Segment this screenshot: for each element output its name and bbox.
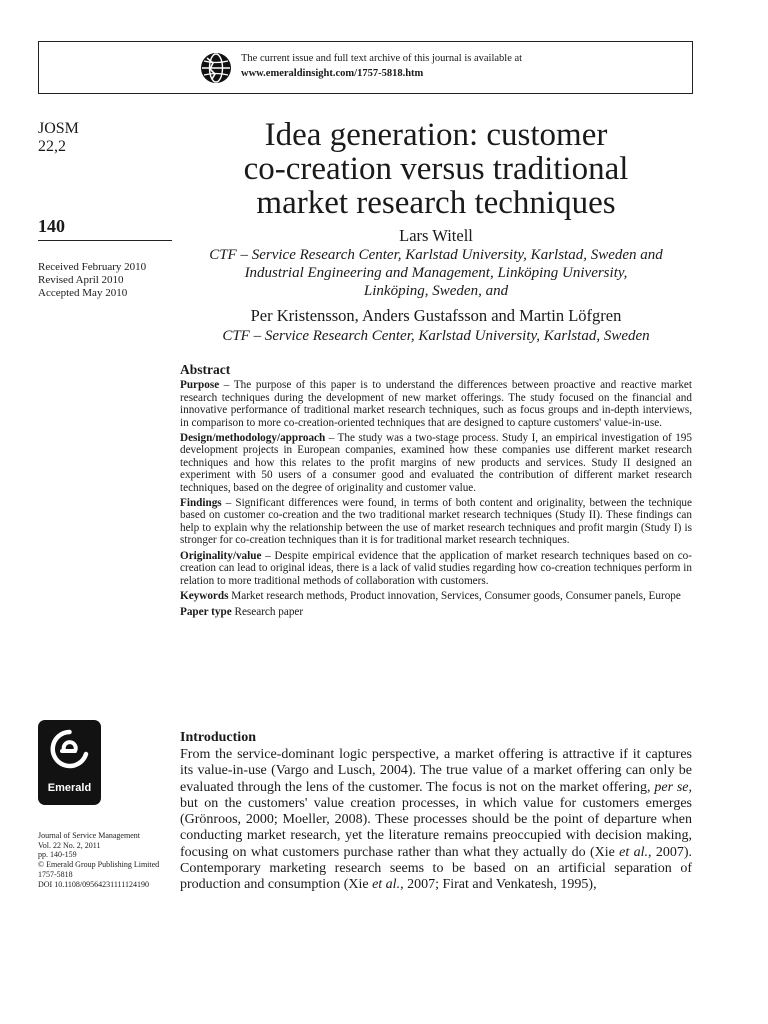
author-affiliation [180, 246, 692, 300]
author-affiliation: CTF – Service Research Center, Karlstad University, Karlstad, Sweden [222, 328, 650, 344]
journal-url-link[interactable]: www.emeraldinsight.com/1757-5818.htm [241, 68, 424, 79]
design-label: Design/methodology/approach [180, 432, 326, 445]
article-title [180, 118, 692, 220]
emerald-logo [38, 720, 101, 805]
purpose-text: – The purpose of this paper is to understand the differences between proactive and reactive market research techniques during the development of new market offerings. The study focused on the financial and innovative performance of traditional market research techniques, such as focus groups and in-depth interviews, in comparison to more co-creation-oriented techniques that are designed to capture customers' value-in-use. [180, 379, 692, 429]
intro-text: , but on the customers' value creation processes, in which value for customers emerges (Grönroos, 2000; Moeller, 2008). These processes should be the point of departure when conducting market research, yet the literature remains preoccupied with decision making, focusing on what customers purchase rather than what they actually do (Xie [180, 779, 693, 860]
abstract-section [180, 364, 692, 622]
intro-etal: et al. [619, 844, 648, 860]
author-names: Per Kristensson, Anders Gustafsson and Martin Löfgren [250, 306, 622, 325]
page-number: 140 [38, 216, 65, 236]
intro-text: , 2007; Firat and Venkatesh, 1995), [400, 877, 597, 893]
abstract-design [180, 432, 692, 494]
affiliation-line: CTF – Service Research Center, Karlstad University, Karlstad, Sweden and [209, 247, 663, 263]
introduction-paragraph [180, 747, 692, 894]
affiliation-line: Linköping, Sweden, and [363, 283, 509, 299]
originality-text: – Despite empirical evidence that the application of market research techniques based on co-creation can lead to original ideas, there is a lack of valid studies regarding how co-creation techniques perform in relation to more traditional methods of collaboration with customers. [180, 549, 692, 587]
intro-text: , 2007). Contemporary marketing research seems to be based on an artificial separation of production and consumption (Xie [180, 844, 692, 893]
keywords-text: Market research methods, Product innovation, Services, Consumer goods, Consumer panels, Europe [228, 589, 681, 602]
submission-dates [38, 261, 146, 300]
revised-date: Revised April 2010 [38, 274, 124, 286]
pub-issn: 1757-5818 [38, 869, 73, 879]
findings-text: – Significant differences were found, in terms of both content and originality, between the technique based on customer co-creation and the two traditional market research techniques (Study II). These findings can help to explain why the relationship between the use of market research techniques and profit margin (Study I) is stronger for co-creation techniques than it is for traditional market research techniques. [180, 497, 692, 547]
intro-italic: per se [654, 779, 689, 795]
introduction-section [180, 730, 692, 894]
intro-etal: et al. [372, 877, 401, 893]
journal-banner [38, 41, 693, 94]
papertype-label: Paper type [180, 606, 232, 619]
pub-journal: Journal of Service Management [38, 831, 140, 840]
journal-volume: 22,2 [38, 138, 66, 155]
title-line: Idea generation: customer [264, 117, 608, 153]
title-line: co-creation versus traditional [243, 151, 629, 187]
accepted-date: Accepted May 2010 [38, 287, 128, 299]
abstract-purpose [180, 379, 692, 429]
pub-doi: DOI 10.1108/09564231111124190 [38, 879, 149, 889]
abstract-paper-type [180, 606, 692, 618]
abstract-originality [180, 550, 692, 587]
purpose-label: Purpose [180, 379, 220, 392]
author-name: Lars Witell [399, 226, 473, 245]
title-line: market research techniques [256, 185, 616, 221]
pub-pages: pp. 140-159 [38, 850, 77, 860]
journal-abbreviation: JOSM [38, 120, 79, 137]
abstract-keywords [180, 590, 692, 602]
findings-label: Findings [180, 497, 222, 510]
logo-wordmark: Emerald [47, 782, 92, 794]
intro-text: From the service-dominant logic perspective, a market offering is attractive if it captures its value-in-use (Vargo and Lusch, 2004). The true value of a market offering can only be evaluated through the lens of the customer. The focus is not on the market offering, [180, 747, 692, 795]
keywords-label: Keywords [180, 589, 229, 602]
pub-copyright: © Emerald Group Publishing Limited [38, 860, 160, 870]
banner-text: The current issue and full text archive of this journal is available at [241, 53, 523, 64]
pub-volume: Vol. 22 No. 2, 2011 [38, 840, 101, 850]
divider [38, 240, 172, 241]
globe-icon [200, 52, 232, 84]
design-text: – The study was a two-stage process. Study I, an empirical investigation of 195 development projects in European companies, examined how these companies use different market research techniques and how this relates to the profit margins of new products and services. Study II designed an experiment with 50 users of a consumer good and evaluated the contribution of different market research techniques, based on the degree of originality and customer value. [180, 432, 692, 494]
originality-label: Originality/value [180, 549, 262, 562]
emerald-swirl-icon [38, 720, 101, 780]
abstract-heading: Abstract [180, 362, 231, 377]
publication-info [38, 831, 159, 889]
sidebar [38, 120, 173, 156]
papertype-text: Research paper [231, 606, 304, 619]
introduction-heading: Introduction [180, 730, 256, 745]
abstract-findings [180, 497, 692, 547]
received-date: Received February 2010 [38, 261, 147, 273]
affiliation-line: Industrial Engineering and Management, Linköping University, [244, 265, 628, 281]
